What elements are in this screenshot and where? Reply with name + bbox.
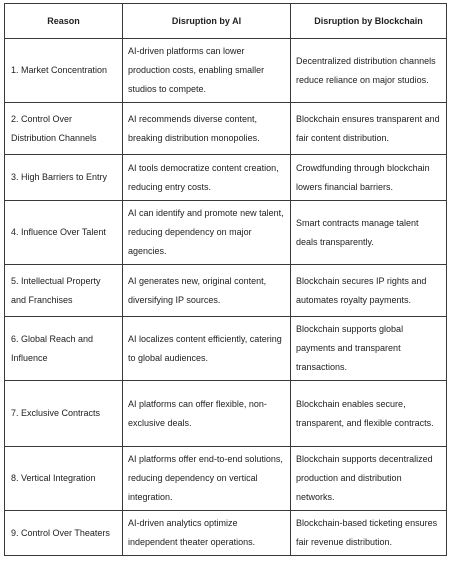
header-disruption-ai: Disruption by AI xyxy=(123,4,291,39)
blockchain-cell: Smart contracts manage talent deals transparently. xyxy=(291,201,447,265)
header-disruption-blockchain: Disruption by Blockchain xyxy=(291,4,447,39)
blockchain-cell: Crowdfunding through blockchain lowers financial barriers. xyxy=(291,155,447,201)
table-row xyxy=(5,381,447,447)
reason-cell: 6. Global Reach and Influence xyxy=(5,317,123,381)
blockchain-cell: Blockchain enables secure, transparent, and flexible contracts. xyxy=(291,381,447,447)
ai-cell: AI-driven analytics optimize independent theater operations. xyxy=(123,511,291,556)
ai-cell: AI platforms offer end-to-end solutions, reducing dependency on vertical integration. xyxy=(123,447,291,511)
ai-cell: AI recommends diverse content, breaking distribution monopolies. xyxy=(123,103,291,155)
reason-cell: 8. Vertical Integration xyxy=(5,447,123,511)
disruption-table xyxy=(4,3,447,556)
header-row xyxy=(5,4,447,39)
table-row xyxy=(5,511,447,556)
table-row xyxy=(5,103,447,155)
reason-cell: 1. Market Concentration xyxy=(5,39,123,103)
ai-cell: AI can identify and promote new talent, reducing dependency on major agencies. xyxy=(123,201,291,265)
ai-cell: AI generates new, original content, diversifying IP sources. xyxy=(123,265,291,317)
blockchain-cell: Blockchain-based ticketing ensures fair revenue distribution. xyxy=(291,511,447,556)
blockchain-cell: Decentralized distribution channels reduce reliance on major studios. xyxy=(291,39,447,103)
reason-cell: 3. High Barriers to Entry xyxy=(5,155,123,201)
reason-cell: 2. Control Over Distribution Channels xyxy=(5,103,123,155)
ai-cell: AI localizes content efficiently, catering to global audiences. xyxy=(123,317,291,381)
blockchain-cell: Blockchain secures IP rights and automates royalty payments. xyxy=(291,265,447,317)
reason-cell: 5. Intellectual Property and Franchises xyxy=(5,265,123,317)
disruption-table-container xyxy=(4,3,446,556)
blockchain-cell: Blockchain supports decentralized production and distribution networks. xyxy=(291,447,447,511)
ai-cell: AI platforms can offer flexible, non-exclusive deals. xyxy=(123,381,291,447)
blockchain-cell: Blockchain supports global payments and transparent transactions. xyxy=(291,317,447,381)
ai-cell: AI-driven platforms can lower production costs, enabling smaller studios to compete. xyxy=(123,39,291,103)
reason-cell: 9. Control Over Theaters xyxy=(5,511,123,556)
table-row xyxy=(5,155,447,201)
blockchain-cell: Blockchain ensures transparent and fair content distribution. xyxy=(291,103,447,155)
reason-cell: 4. Influence Over Talent xyxy=(5,201,123,265)
table-row xyxy=(5,39,447,103)
table-row xyxy=(5,447,447,511)
header-reason: Reason xyxy=(5,4,123,39)
reason-cell: 7. Exclusive Contracts xyxy=(5,381,123,447)
table-row xyxy=(5,265,447,317)
table-row xyxy=(5,201,447,265)
ai-cell: AI tools democratize content creation, reducing entry costs. xyxy=(123,155,291,201)
table-row xyxy=(5,317,447,381)
